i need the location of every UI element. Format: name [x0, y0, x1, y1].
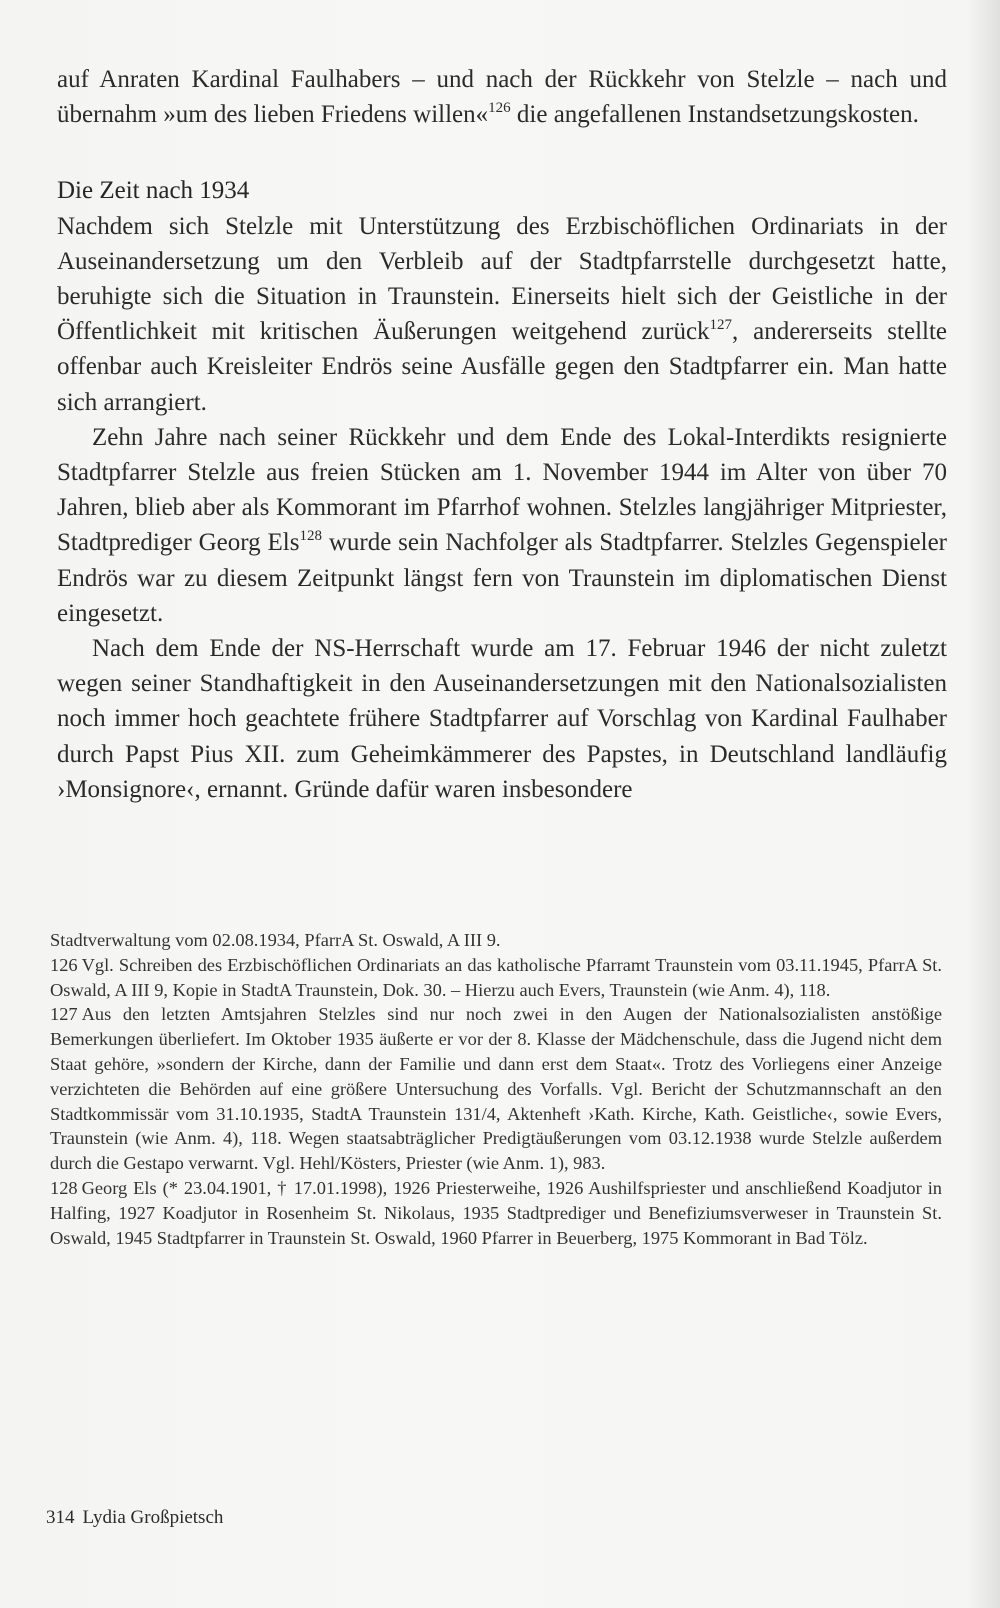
- paragraph-text: die angefallenen Instandsetzungskosten.: [510, 101, 919, 129]
- footnote-text: Georg Els (* 23.04.1901, † 17.01.1998), 1926 Priesterweihe, 1926 Aushilfspriester und anschließend Koadjutor in Halfing, 1927 Koadjutor in Rosenheim St. Nikolaus, 1935 Stadtprediger und Benefiziumsverweser in Traunstein St. Oswald, 1945 Stadtpfarrer in Traunstein St. Oswald, 1960 Pfarrer in Beuerberg, 1975 Kommorant in Bad Tölz.: [50, 1177, 942, 1248]
- footnote-number: 127: [50, 1004, 78, 1025]
- footnote-ref-128: 128: [299, 528, 322, 545]
- paragraph-text: wurde sein Nachfolger als Stadtpfarrer. Stelzles Gegenspieler Endrös war zu diesem Zeitpunkt längst fern von Traunstein im diplomatischen Dienst eingesetzt.: [57, 529, 948, 627]
- running-author: Lydia Großpietsch: [82, 1507, 224, 1528]
- paragraph-2: [57, 420, 947, 631]
- paragraph-text: auf Anraten Kardinal Faulhabers – und nach der Rückkehr von Stelzle – nach und übernahm »um des lieben Friedens willen«: [57, 66, 947, 129]
- footnote-126: [50, 953, 942, 1003]
- footnote-number: 126: [50, 954, 78, 975]
- main-text: [57, 62, 947, 807]
- paragraph-text: Zehn Jahre nach seiner Rückkehr und dem Ende des Lokal-Interdikts resignierte Stadtpfarrer Stelzle aus freien Stücken am 1. November 1944 im Alter von über 70 Jahren, blieb aber als Kommorant im Pfarrhof wohnen. Stelzles langjähriger Mitpriester, Stadtprediger Georg Els: [57, 423, 947, 557]
- footnote-128: [50, 1176, 942, 1250]
- footnotes: [50, 928, 942, 1250]
- gutter-shadow: [966, 0, 1000, 1608]
- footnote-ref-127: 127: [709, 317, 733, 334]
- page-footer: [46, 1507, 223, 1529]
- paragraph-continuation: [57, 62, 947, 132]
- page-number: 314: [46, 1507, 75, 1528]
- paragraph-text: , andererseits stellte offenbar auch Kreisleiter Endrös seine Ausfälle gegen den Stadtpfarrer ein. Man hatte sich arrangiert.: [57, 318, 947, 416]
- footnote-text: Aus den letzten Amtsjahren Stelzles sind nur noch zwei in den Augen der Nationalsozialisten anstößige Bemerkungen überliefert. Im Oktober 1935 äußerte er vor der 8. Klasse der Mädchenschule, dass die Jugend nicht dem Staat gehöre, »sondern der Kirche, dann der Familie und dann erst dem Staat«. Trotz des Vorliegens einer Anzeige verzichteten die Behörden auf eine größere Untersuchung des Vorfalls. Vgl. Bericht der Schutzmannschaft an den Stadtkommissär vom 31.10.1935, StadtA Traunstein 131/4, Aktenheft ›Kath. Kirche, Kath. Geistliche‹, sowie Evers, Traunstein (wie Anm. 4), 118. Wegen staatsabträglicher Predigtäußerungen vom 03.12.1938 wurde Stelzle außerdem durch die Gestapo verwarnt. Vgl. Hehl/Kösters, Priester (wie Anm. 1), 983.: [50, 1004, 942, 1174]
- paragraph-1: [57, 209, 947, 420]
- footnote-127: [50, 1002, 942, 1176]
- footnote-text: Vgl. Schreiben des Erzbischöflichen Ordinariats an das katholische Pfarramt Traunstein vom 03.11.1945, PfarrA St. Oswald, A III 9, Kopie in StadtA Traunstein, Dok. 30. – Hierzu auch Evers, Traunstein (wie Anm. 4), 118.: [50, 954, 942, 1000]
- footnote-continuation: Stadtverwaltung vom 02.08.1934, PfarrA St. Oswald, A III 9.: [50, 930, 501, 950]
- paragraph-text: Nachdem sich Stelzle mit Unterstützung des Erzbischöflichen Ordinariats in der Auseinandersetzung um den Verbleib auf der Stadtpfarrstelle durchgesetzt hatte, beruhigte sich die Situation in Traunstein. Einerseits hielt sich der Geistliche in der Öffentlichkeit mit kritischen Äußerungen weitgehend zurück: [57, 212, 947, 346]
- section-heading: Die Zeit nach 1934: [57, 177, 250, 205]
- footnote-number: 128: [50, 1177, 78, 1198]
- paragraph-3: Nach dem Ende der NS-Herrschaft wurde am 17. Februar 1946 der nicht zuletzt wegen seiner Standhaftigkeit in den Auseinandersetzungen mit den Nationalsozialisten noch immer hoch geachtete frühere Stadtpfarrer auf Vorschlag von Kardinal Faulhaber durch Papst Pius XII. zum Geheimkämmerer des Papstes, in Deutschland landläufig ›Monsignore‹, ernannt. Gründe dafür waren insbesondere: [57, 635, 947, 803]
- footnote-ref-126: 126: [488, 100, 511, 117]
